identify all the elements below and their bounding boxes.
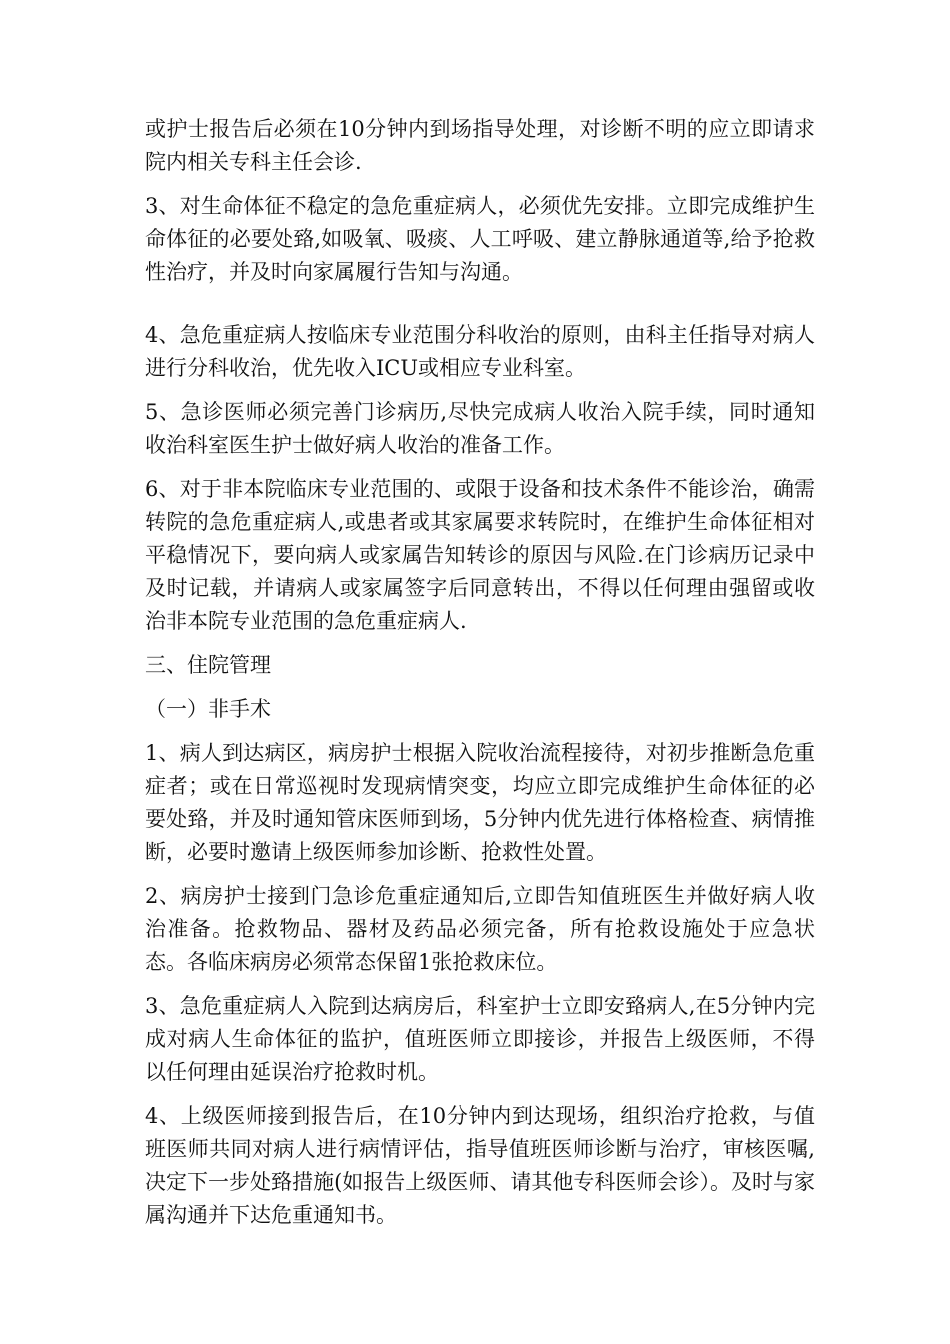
paragraph-item-6: 6、对于非本院临床专业范围的、或限于设备和技术条件不能诊治，确需转院的急危重症病人,或患者或其家属要求转院时，在维护生命体征相对平稳情况下，要向病人或家属告知转诊的原因与风险.在门诊病历记录中及时记载，并请病人或家属签字后同意转出，不得以任何理由强留或收治非本院专业范围的急危重症病人.	[145, 477, 815, 633]
document-body	[145, 113, 815, 1243]
paragraph-ward-2: 2、病房护士接到门急诊危重症通知后,立即告知值班医生并做好病人收治准备。抢救物品、器材及药品必须完备，所有抢救设施处于应急状态。各临床病房必须常态保留1张抢救床位。	[145, 884, 815, 974]
subsection-heading: （一）非手术	[145, 697, 271, 721]
paragraph-continuation: 或护士报告后必须在10分钟内到场指导处理，对诊断不明的应立即请求院内相关专科主任会诊.	[145, 117, 815, 174]
section-heading: 三、住院管理	[145, 653, 271, 677]
paragraph-item-3: 3、对生命体征不稳定的急危重症病人，必须优先安排。立即完成维护生命体征的必要处臵,如吸氧、吸痰、人工呼吸、建立静脉通道等,给予抢救性治疗，并及时向家属履行告知与沟通。	[145, 194, 815, 284]
paragraph-ward-4: 4、上级医师接到报告后，在10分钟内到达现场，组织治疗抢救，与值班医师共同对病人进行病情评估，指导值班医师诊断与治疗，审核医嘱,决定下一步处臵措施(如报告上级医师、请其他专科医师会诊）。及时与家属沟通并下达危重通知书。	[145, 1104, 815, 1227]
paragraph-ward-1: 1、病人到达病区，病房护士根据入院收治流程接待，对初步推断急危重症者；或在日常巡视时发现病情突变，均应立即完成维护生命体征的必要处臵，并及时通知管床医师到场，5分钟内优先进行体格检查、病情推断，必要时邀请上级医师参加诊断、抢救性处置。	[145, 741, 815, 864]
paragraph-item-5: 5、急诊医师必须完善门诊病历,尽快完成病人收治入院手续，同时通知收治科室医生护士做好病人收治的准备工作。	[145, 400, 815, 457]
paragraph-item-4: 4、急危重症病人按临床专业范围分科收治的原则，由科主任指导对病人进行分科收治，优先收入ICU或相应专业科室。	[145, 323, 815, 380]
paragraph-ward-3: 3、急危重症病人入院到达病房后，科室护士立即安臵病人,在5分钟内完成对病人生命体征的监护，值班医师立即接诊，并报告上级医师，不得以任何理由延误治疗抢救时机。	[145, 994, 815, 1084]
